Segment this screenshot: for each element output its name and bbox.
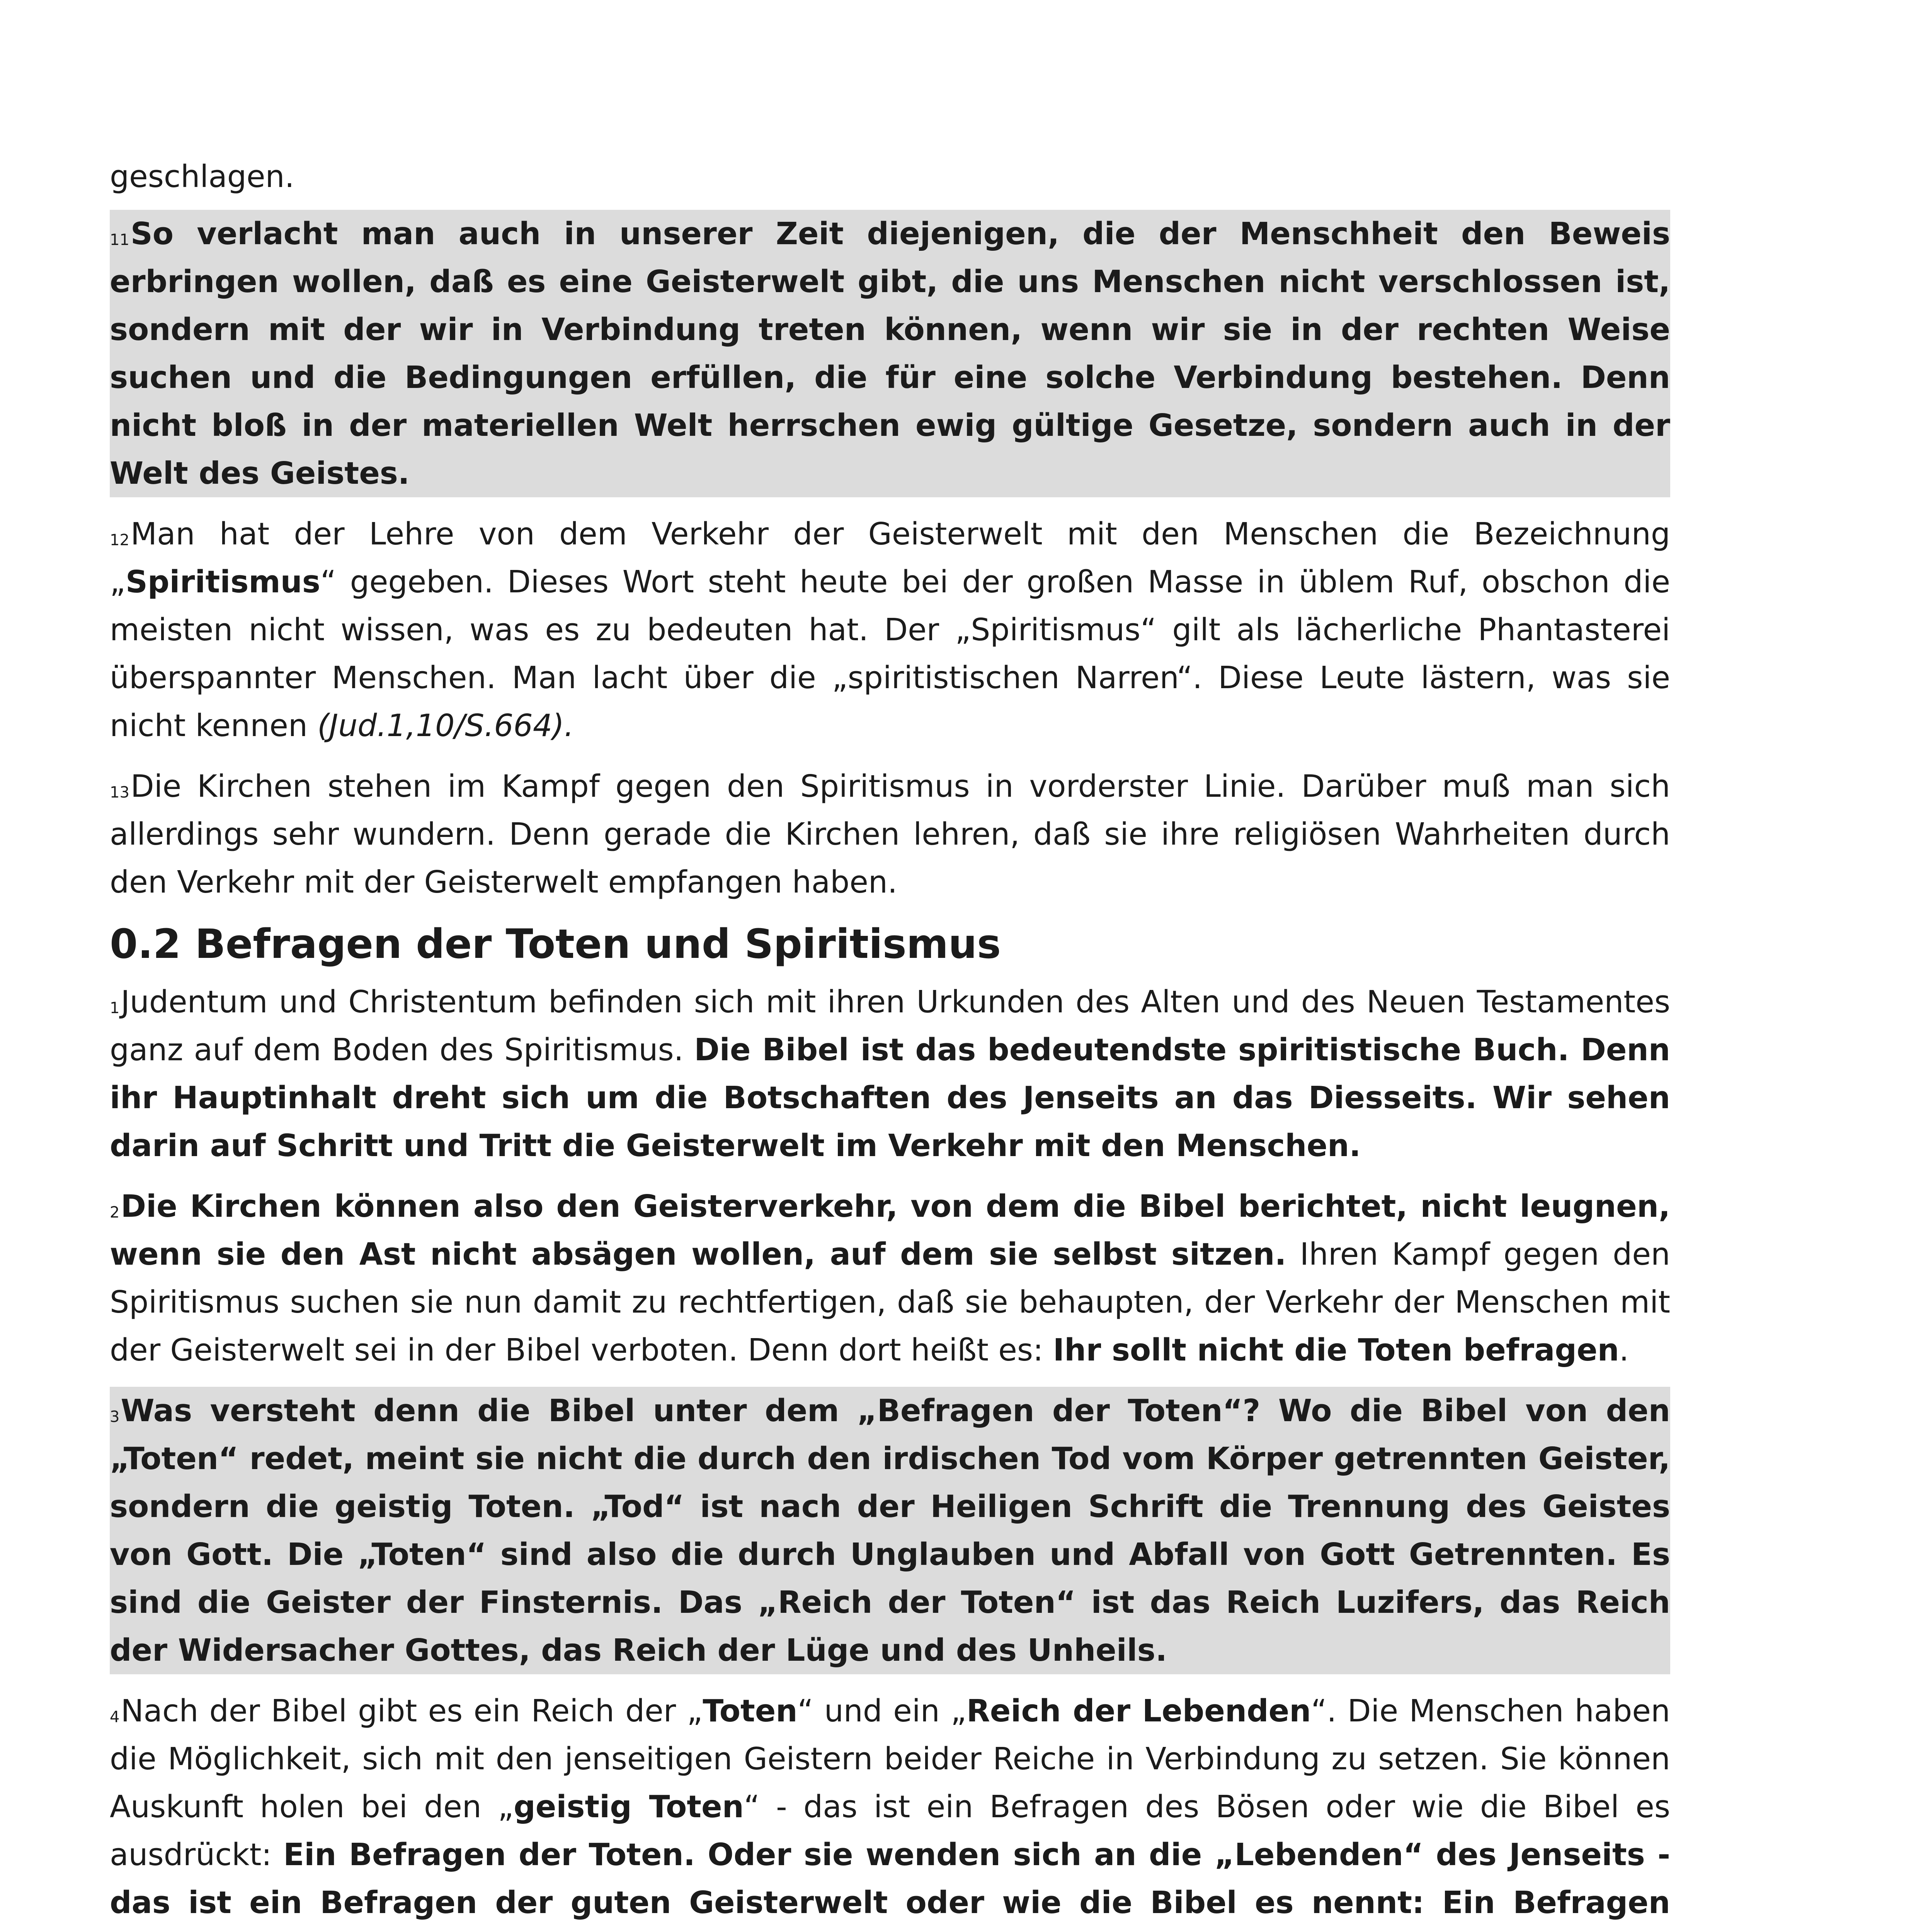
section-heading: 0.2 Befragen der Toten und Spiritismus xyxy=(110,920,1001,968)
continuation-text: geschlagen. xyxy=(110,159,294,194)
emphasis-text: Spiritismus xyxy=(125,564,320,600)
verse-number: 11 xyxy=(110,231,129,249)
paragraph-text: “. Die Menschen haben die Möglichkeit, sich mit den jenseitigen Geistern beider Reiche in Verbindung zu setzen. Sie können Auskunft holen bei den „ xyxy=(110,1693,1670,1825)
emphasis-text: geistig Toten xyxy=(514,1789,744,1825)
paragraph-continuation xyxy=(110,153,1670,201)
paragraph-text: “ gegeben. Dieses Wort steht heute bei der großen Masse in üblem Ruf, obschon die meisten nicht wissen, was es zu bedeuten hat. Der „Spiritismus“ gilt als lächerliche Phantasterei überspannter Menschen. Man lacht über die „spiritistischen Narren“. Diese Leute lästern, was sie nicht kennen xyxy=(110,564,1670,743)
paragraph-2 xyxy=(110,1182,1670,1374)
page-content xyxy=(110,153,1670,1932)
emphasis-text: Die Kirchen können also den Geisterverkehr, von dem die Bibel berichtet, nicht leugnen, wenn sie den Ast nicht absägen wollen, auf dem sie selbst sitzen. xyxy=(110,1189,1670,1272)
verse-number: 2 xyxy=(110,1204,120,1221)
verse-number: 1 xyxy=(110,999,120,1017)
emphasis-text: Ein Befragen der Toten. Oder sie wenden sich an die „Lebenden“ des Jenseits - das ist ein Befragen der guten Geisterwelt oder wie die Bibel es nennt: Ein Befragen xyxy=(110,1837,1670,1920)
paragraph-text: Was versteht denn die Bibel unter dem „Befragen der Toten“? Wo die Bibel von den „Toten“ redet, meint sie nicht die durch den irdischen Tod vom Körper getrennten Geister, sondern die geistig Toten. „Tod“ ist nach der Heiligen Schrift die Trennung des Geistes von Gott. Die „Toten“ sind also die durch Unglauben und Abfall von Gott Getrennten. Es sind die Geister der Finsternis. Das „Reich der Toten“ ist das Reich Luzifers, das Reich der Widersacher Gottes, das Reich der Lüge und des Unheils. xyxy=(110,1393,1670,1668)
paragraph-4 xyxy=(110,1687,1670,1932)
paragraph-1 xyxy=(110,978,1670,1170)
emphasis-text: Ihr sollt nicht die Toten befragen xyxy=(1053,1332,1619,1368)
paragraph-text: “ - das ist ein Befragen des Bösen oder wie die Bibel es ausdrückt: xyxy=(110,1789,1671,1872)
verse-number: 12 xyxy=(110,531,129,549)
paragraph-text: Die Kirchen stehen im Kampf gegen den Spiritismus in vorderster Linie. Darüber muß man sich allerdings sehr wundern. Denn gerade die Kirchen lehren, daß sie ihre religiösen Wahrheiten durch den Verkehr mit der Geisterwelt empfangen haben. xyxy=(110,769,1670,900)
paragraph-12 xyxy=(110,510,1670,750)
paragraph-text: Man hat der Lehre von dem Verkehr der Geisterwelt mit den Menschen die Bezeichnung „ xyxy=(110,516,1670,600)
paragraph-text: . xyxy=(1619,1332,1629,1368)
emphasis-text: Reich der Lebenden xyxy=(966,1693,1311,1729)
paragraph-text: Nach der Bibel gibt es ein Reich der „ xyxy=(121,1693,703,1729)
citation: (Jud.1,10/S.664). xyxy=(317,708,574,743)
emphasis-text: Die Bibel ist das bedeutendste spiritistische Buch. Denn ihr Hauptinhalt dreht sich um die Botschaften des Jenseits an das Diesseits. Wir sehen darin auf Schritt und Tritt die Geisterwelt im Verkehr mit den Menschen. xyxy=(110,1032,1670,1163)
paragraph-text: So verlacht man auch in unserer Zeit diejenigen, die der Menschheit den Beweis erbringen wollen, daß es eine Geisterwelt gibt, die uns Menschen nicht verschlossen ist, sondern mit der wir in Verbindung treten können, wenn wir sie in der rechten Weise suchen und die Bedingungen erfüllen, die für eine solche Verbindung bestehen. Denn nicht bloß in der materiellen Welt herrschen ewig gültige Gesetze, sondern auch in der Welt des Geistes. xyxy=(110,216,1670,491)
paragraph-11 xyxy=(110,210,1670,497)
paragraph-text: “ und ein „ xyxy=(797,1693,967,1729)
verse-number: 3 xyxy=(110,1408,120,1426)
verse-number: 4 xyxy=(110,1708,120,1726)
paragraph-text: Judentum und Christentum befinden sich mit ihren Urkunden des Alten und des Neuen Testamentes ganz auf dem Boden des Spiritismus. xyxy=(110,984,1670,1068)
paragraph-13 xyxy=(110,762,1670,906)
verse-number: 13 xyxy=(110,784,129,801)
paragraph-text: Ihren Kampf gegen den Spiritismus suchen sie nun damit zu rechtfertigen, daß sie behaupten, der Verkehr der Menschen mit der Geisterwelt sei in der Bibel verboten. Denn dort heißt es: xyxy=(110,1236,1670,1368)
emphasis-text: Toten xyxy=(703,1693,798,1729)
paragraph-3 xyxy=(110,1387,1670,1674)
